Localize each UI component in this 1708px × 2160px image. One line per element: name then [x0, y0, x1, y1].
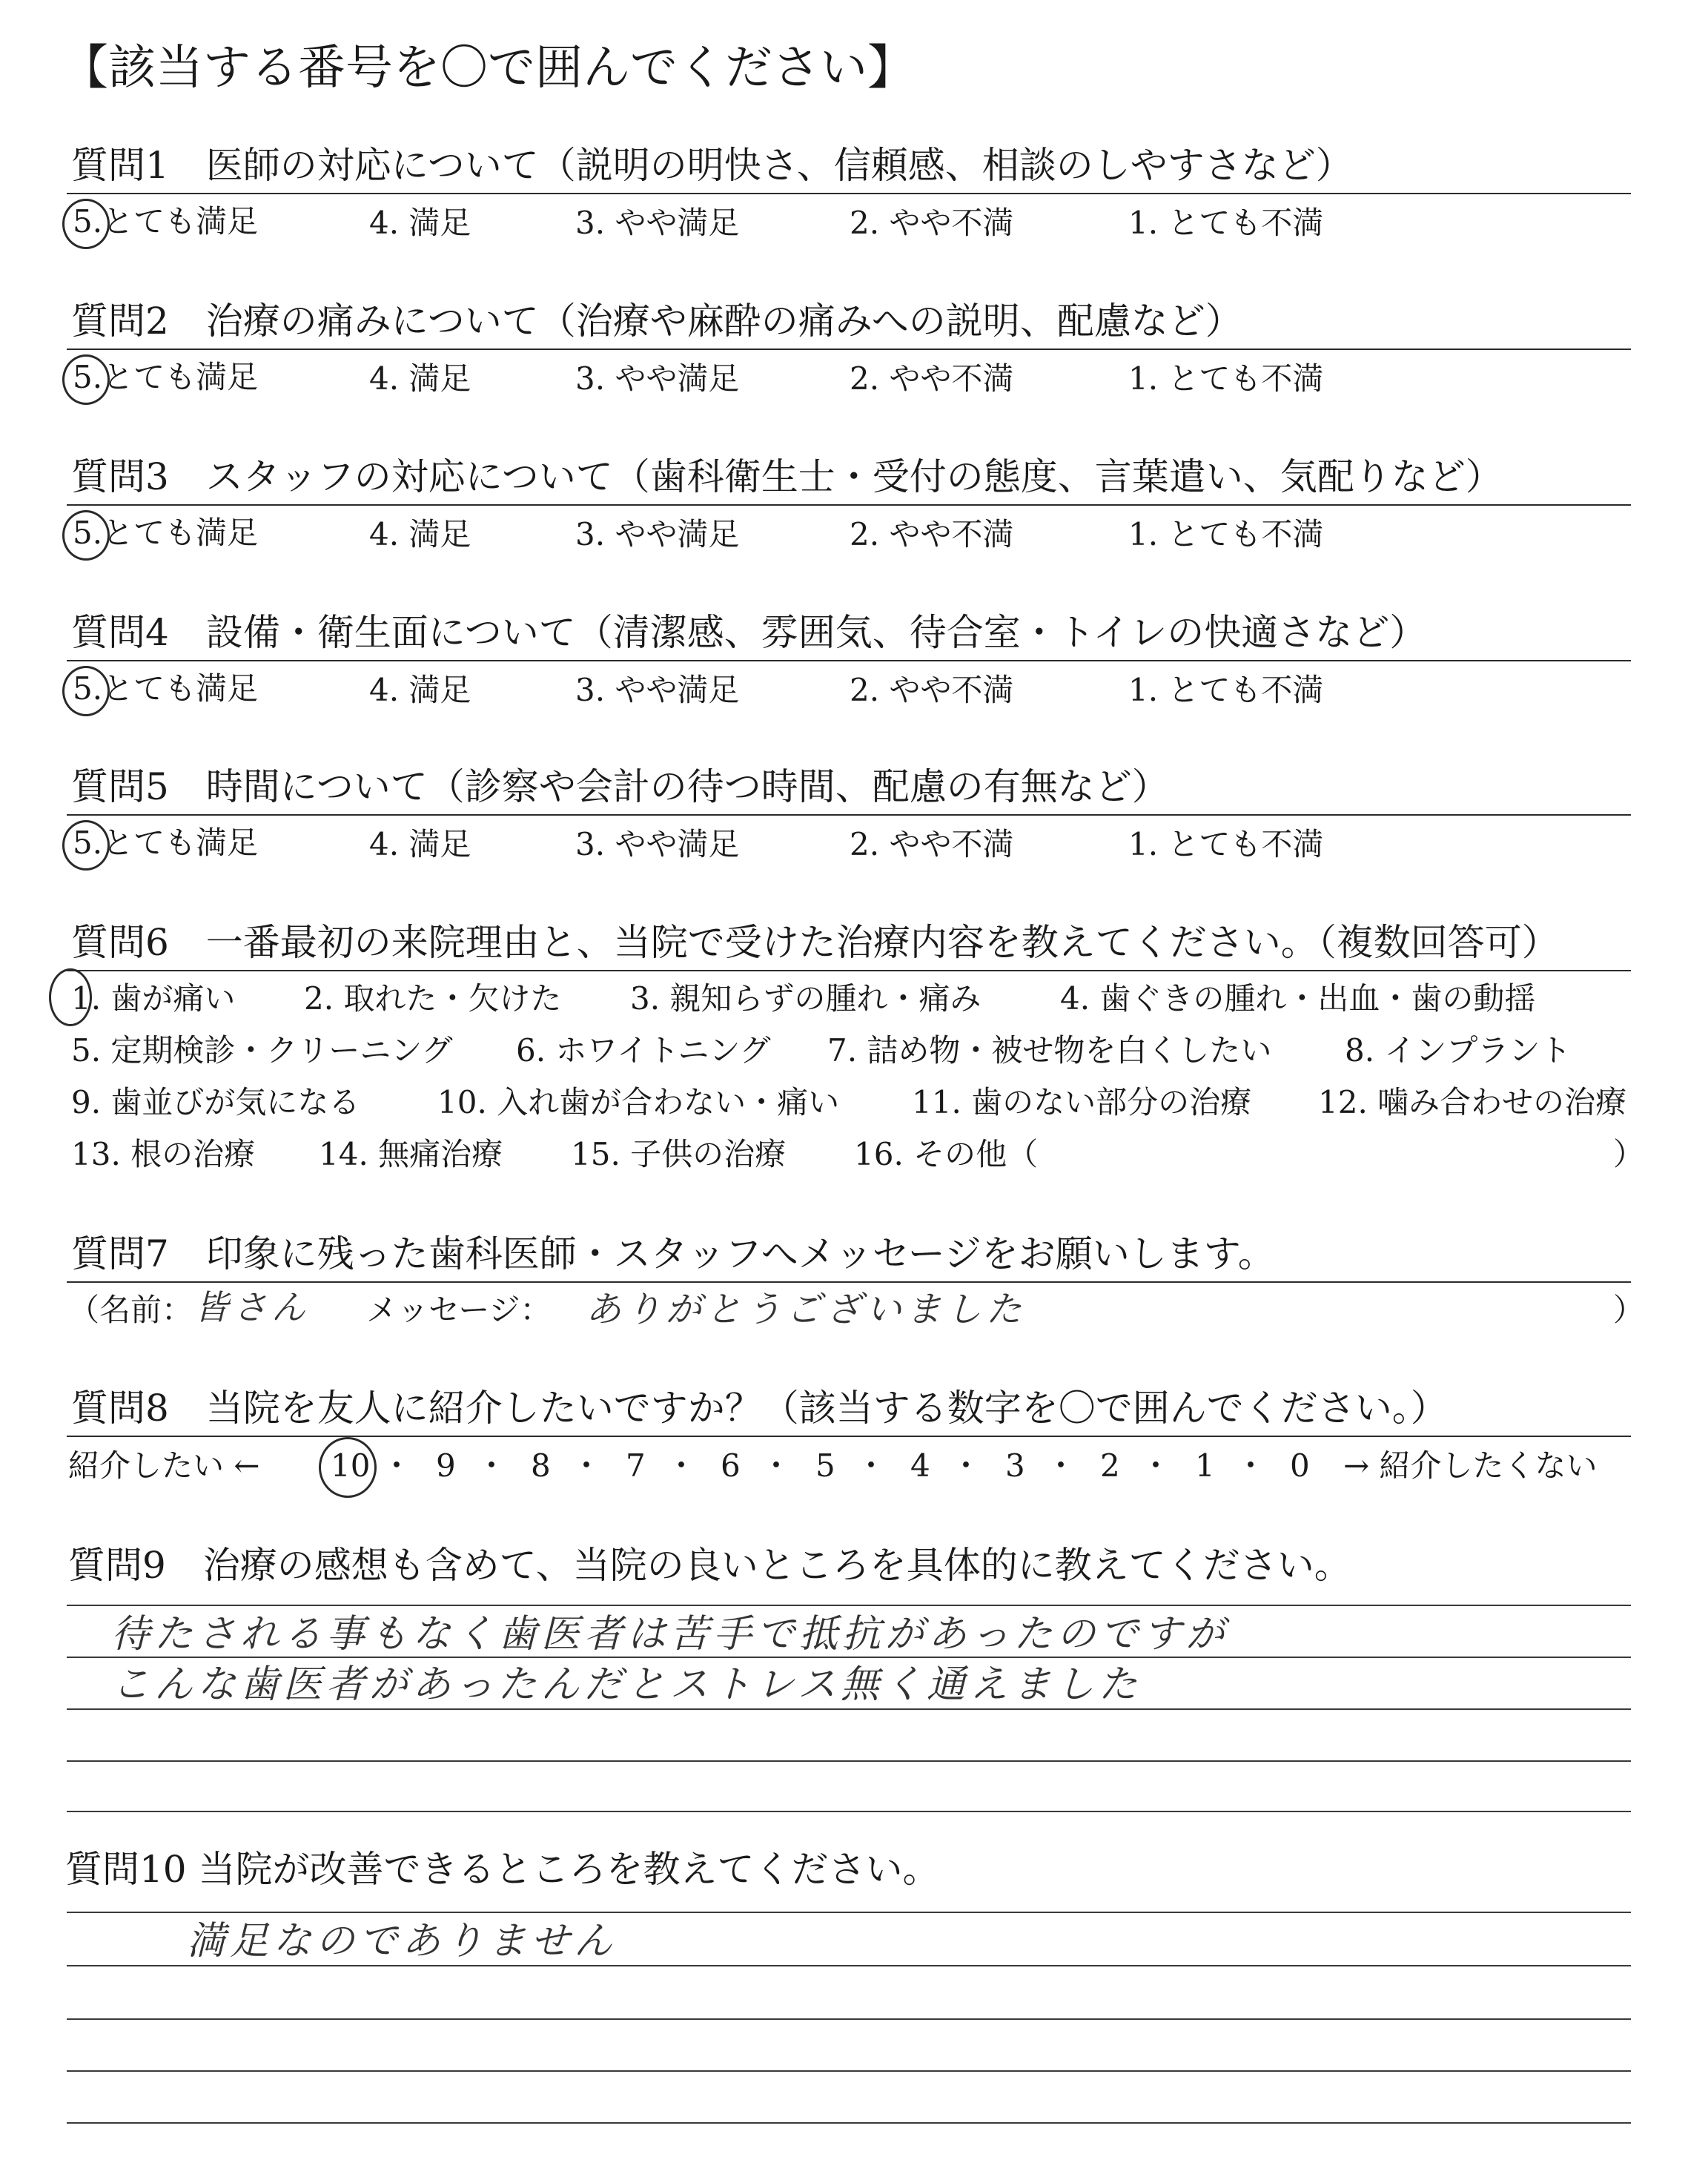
q7-name-value[interactable]: 皆さん — [194, 1287, 310, 1327]
question-5-rule — [67, 814, 1631, 816]
q4-selected-circle — [62, 666, 110, 716]
q2-option-1[interactable]: 1. とても不満 — [1128, 360, 1324, 397]
question-6-title: 質問6 一番最初の来院理由と、当院で受けた治療内容を教えてください。（複数回答可） — [71, 921, 1559, 964]
page-heading: 【該当する番号を〇で囲んでください】 — [61, 41, 915, 96]
q1-option-4[interactable]: 4. 満足 — [369, 205, 471, 241]
q8-scale-10[interactable]: 10 — [331, 1447, 371, 1484]
q8-sep: ・ — [476, 1447, 508, 1484]
q8-sep: ・ — [1140, 1447, 1172, 1484]
q6-option-16[interactable]: 16. その他（ — [854, 1136, 1039, 1172]
q1-option-2[interactable]: 2. やや不満 — [850, 205, 1014, 241]
q9-answer-line-1[interactable]: 待たされる事もなく歯医者は苦手で抵抗があったのですが — [111, 1612, 1229, 1657]
q9-writing-line — [67, 1657, 1631, 1658]
q6-option-13[interactable]: 13. 根の治療 — [71, 1136, 256, 1172]
q3-option-3[interactable]: 3. やや満足 — [575, 516, 740, 552]
q10-writing-line — [67, 2122, 1631, 2124]
question-1-rule — [67, 193, 1631, 194]
q8-scale-1[interactable]: 1 — [1195, 1447, 1215, 1484]
q5-selected-circle — [62, 820, 110, 871]
q4-option-2[interactable]: 2. やや不満 — [850, 672, 1014, 708]
q6-selected-circle — [49, 968, 92, 1026]
q3-option-5[interactable]: 5.とても満足 — [73, 515, 259, 551]
question-4-title: 質問4 設備・衛生面について（清潔感、雰囲気、待合室・トイレの快適さなど） — [71, 611, 1427, 654]
q8-scale-5[interactable]: 5 — [815, 1447, 835, 1484]
question-3-rule — [67, 504, 1631, 506]
q8-scale-9[interactable]: 9 — [436, 1447, 456, 1484]
question-7-title: 質問7 印象に残った歯科医師・スタッフへメッセージをお願いします。 — [71, 1232, 1275, 1275]
q6-option-10[interactable]: 10. 入れ歯が合わない・痛い — [437, 1084, 840, 1120]
q7-message-label: メッセージ： — [366, 1292, 552, 1328]
q8-right-label: → 紹介したくない — [1343, 1447, 1598, 1484]
q6-other-close: ） — [1613, 1136, 1645, 1172]
q7-close: ） — [1613, 1292, 1645, 1328]
q8-scale-4[interactable]: 4 — [910, 1447, 930, 1484]
q9-writing-line — [67, 1760, 1631, 1762]
q10-writing-line — [67, 2070, 1631, 2072]
q4-option-3[interactable]: 3. やや満足 — [575, 672, 740, 708]
question-7-rule — [67, 1281, 1631, 1283]
q1-option-5[interactable]: 5.とても満足 — [73, 203, 259, 240]
q9-writing-line — [67, 1811, 1631, 1812]
q1-option-1[interactable]: 1. とても不満 — [1128, 205, 1324, 241]
q3-selected-circle — [62, 510, 110, 561]
q2-selected-circle — [62, 354, 110, 405]
q4-option-1[interactable]: 1. とても不満 — [1128, 672, 1324, 708]
q5-option-1[interactable]: 1. とても不満 — [1128, 826, 1324, 862]
q9-writing-line — [67, 1605, 1631, 1606]
q8-sep: ・ — [950, 1447, 982, 1484]
q6-option-14[interactable]: 14. 無痛治療 — [319, 1136, 503, 1172]
q8-sep: ・ — [381, 1447, 413, 1484]
q6-option-1[interactable]: 1. 歯が痛い — [71, 980, 236, 1017]
q3-option-1[interactable]: 1. とても不満 — [1128, 516, 1324, 552]
question-6-rule — [67, 970, 1631, 971]
q5-option-2[interactable]: 2. やや不満 — [850, 826, 1014, 862]
q3-option-2[interactable]: 2. やや不満 — [850, 516, 1014, 552]
q6-option-2[interactable]: 2. 取れた・欠けた — [304, 980, 562, 1017]
q2-option-3[interactable]: 3. やや満足 — [575, 360, 740, 397]
q9-writing-line — [67, 1708, 1631, 1710]
q8-scale-3[interactable]: 3 — [1005, 1447, 1025, 1484]
q1-option-3[interactable]: 3. やや満足 — [575, 205, 740, 241]
question-2-rule — [67, 349, 1631, 350]
question-9-title: 質問9 治療の感想も含めて、当院の良いところを具体的に教えてください。 — [68, 1544, 1351, 1587]
q5-option-4[interactable]: 4. 満足 — [369, 826, 471, 862]
question-10-title: 質問10 当院が改善できるところを教えてください。 — [65, 1848, 940, 1891]
q8-sep: ・ — [761, 1447, 792, 1484]
q6-option-6[interactable]: 6. ホワイトニング — [516, 1032, 771, 1069]
question-5-title: 質問5 時間について（診察や会計の待つ時間、配慮の有無など） — [71, 765, 1169, 808]
q8-scale-8[interactable]: 8 — [531, 1447, 551, 1484]
q6-option-7[interactable]: 7. 詰め物・被せ物を白くしたい — [827, 1032, 1272, 1069]
q8-selected-circle — [319, 1437, 377, 1498]
q1-selected-circle — [62, 199, 110, 249]
q10-writing-line — [67, 2018, 1631, 2020]
q6-option-9[interactable]: 9. 歯並びが気になる — [71, 1084, 360, 1120]
q8-sep: ・ — [1235, 1447, 1267, 1484]
q8-scale-2[interactable]: 2 — [1100, 1447, 1120, 1484]
q8-left-label: 紹介したい ← — [68, 1447, 260, 1484]
q10-writing-line — [67, 1912, 1631, 1913]
q8-sep: ・ — [1045, 1447, 1077, 1484]
question-4-rule — [67, 660, 1631, 661]
q9-answer-line-2[interactable]: こんな歯医者があったんだとストレス無く通えました — [111, 1662, 1142, 1707]
q7-name-label: （名前： — [68, 1292, 193, 1328]
q6-option-15[interactable]: 15. 子供の治療 — [571, 1136, 787, 1172]
q8-sep: ・ — [571, 1447, 603, 1484]
q5-option-3[interactable]: 3. やや満足 — [575, 826, 740, 862]
q3-option-4[interactable]: 4. 満足 — [369, 516, 471, 552]
q4-option-5[interactable]: 5.とても満足 — [73, 670, 259, 707]
q2-option-2[interactable]: 2. やや不満 — [850, 360, 1014, 397]
q6-option-4[interactable]: 4. 歯ぐきの腫れ・出血・歯の動揺 — [1060, 980, 1536, 1017]
q2-option-4[interactable]: 4. 満足 — [369, 360, 471, 397]
q4-option-4[interactable]: 4. 満足 — [369, 672, 471, 708]
question-8-title: 質問8 当院を友人に紹介したいですか？（該当する数字を〇で囲んでください。） — [71, 1387, 1448, 1430]
q8-scale-7[interactable]: 7 — [626, 1447, 646, 1484]
q8-sep: ・ — [855, 1447, 887, 1484]
q5-option-5[interactable]: 5.とても満足 — [73, 825, 259, 861]
q10-writing-line — [67, 1965, 1631, 1966]
q2-option-5[interactable]: 5.とても満足 — [73, 359, 259, 395]
q8-scale-0[interactable]: 0 — [1290, 1447, 1310, 1484]
q6-option-11[interactable]: 11. 歯のない部分の治療 — [912, 1084, 1252, 1120]
q6-option-5[interactable]: 5. 定期検診・クリーニング — [71, 1032, 453, 1069]
q8-sep: ・ — [666, 1447, 698, 1484]
question-1-title: 質問1 医師の対応について（説明の明快さ、信頼感、相談のしやすさなど） — [71, 144, 1353, 187]
q6-option-12[interactable]: 12. 噛み合わせの治療 — [1318, 1084, 1627, 1120]
q10-answer-line-1[interactable]: 満足なのでありません — [187, 1919, 618, 1964]
question-2-title: 質問2 治療の痛みについて（治療や麻酔の痛みへの説明、配慮など） — [71, 300, 1242, 343]
q6-option-8[interactable]: 8. インプラント — [1345, 1032, 1572, 1069]
q8-scale-6[interactable]: 6 — [721, 1447, 741, 1484]
q7-message-value[interactable]: ありがとうございました — [586, 1289, 1027, 1330]
q6-option-3[interactable]: 3. 親知らずの腫れ・痛み — [630, 980, 982, 1017]
question-8-rule — [67, 1436, 1631, 1437]
question-3-title: 質問3 スタッフの対応について（歯科衛生士・受付の態度、言葉遣い、気配りなど） — [71, 455, 1503, 498]
